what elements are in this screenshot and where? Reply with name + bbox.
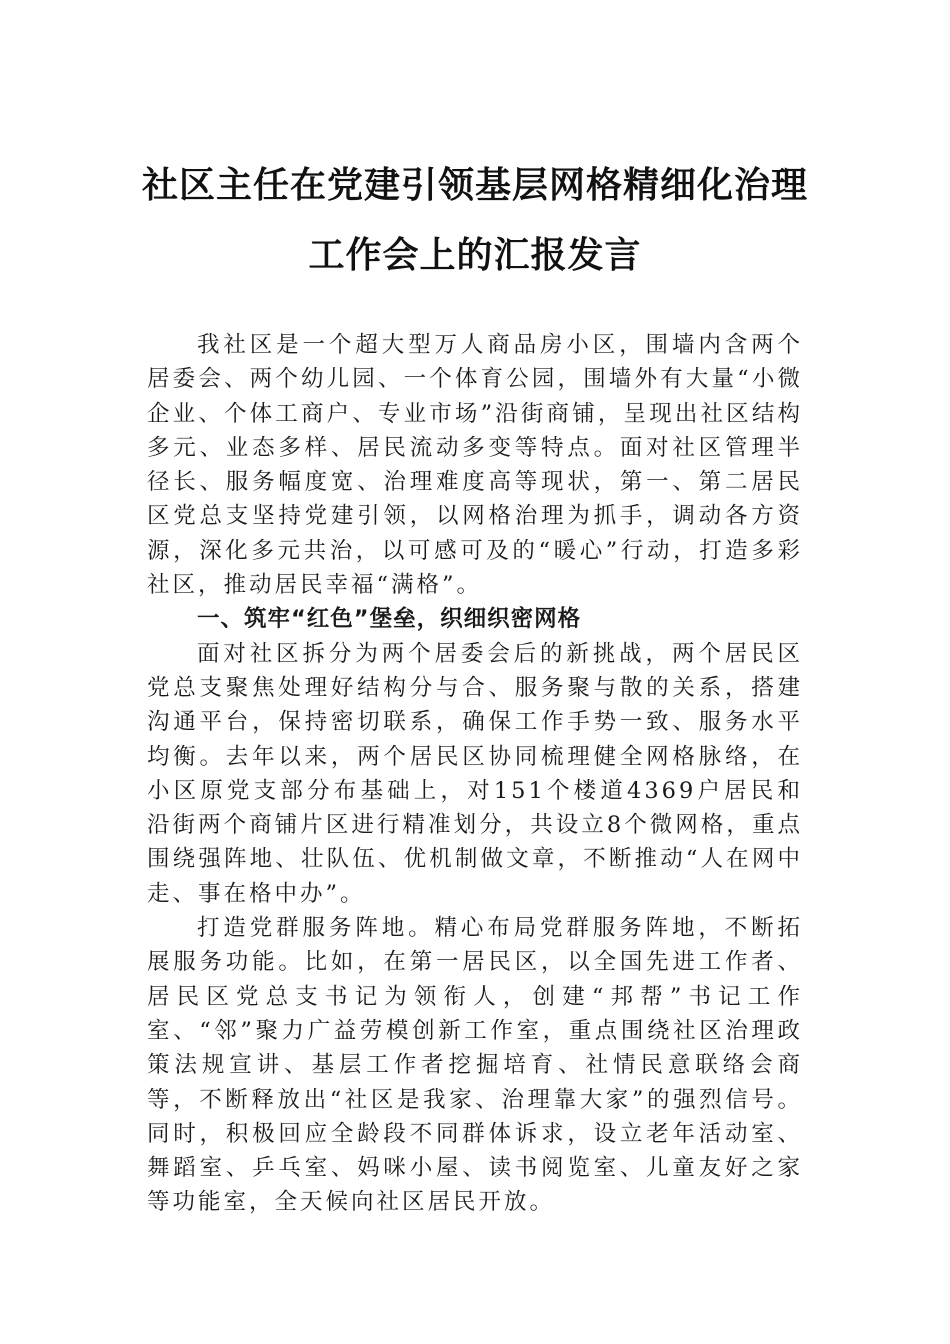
document-body bbox=[147, 328, 803, 1220]
paragraph-grid-structure: 面对社区拆分为两个居委会后的新挑战，两个居民区党总支聚焦处理好结构分与合、服务聚与散的关系，搭建沟通平台，保持密切联系，确保工作手势一致、服务水平均衡。去年以来，两个居民区协同梳理健全网格脉络，在小区原党支部分布基础上，对151个楼道4369户居民和沿街两个商铺片区进行精准划分，共设立8个微网格，重点围绕强阵地、壮队伍、优机制做文章，不断推动“人在网中走、事在格中办”。 bbox=[147, 640, 803, 907]
paragraph-service-position: 打造党群服务阵地。精心布局党群服务阵地，不断拓展服务功能。比如，在第一居民区，以全国先进工作者、居民区党总支书记为领衔人，创建“邦帮”书记工作室、“邻”聚力广益劳模创新工作室，重点围绕社区治理政策法规宣讲、基层工作者挖掘培育、社情民意联络会商等，不断释放出“社区是我家、治理靠大家”的强烈信号。同时，积极回应全龄段不同群体诉求，设立老年活动室、舞蹈室、乒乓室、妈咪小屋、读书阅览室、儿童友好之家等功能室，全天候向社区居民开放。 bbox=[147, 915, 803, 1216]
section-heading-1: 一、筑牢“红色”堡垒，织细织密网格 bbox=[197, 606, 582, 633]
document-title-line-2: 工作会上的汇报发言 bbox=[308, 235, 642, 276]
document-title-line-1: 社区主任在党建引领基层网格精细化治理 bbox=[141, 165, 808, 206]
paragraph-intro: 我社区是一个超大型万人商品房小区，围墙内含两个居委会、两个幼儿园、一个体育公园，围墙外有大量“小微企业、个体工商户、专业市场”沿街商铺，呈现出社区结构多元、业态多样、居民流动多变等特点。面对社区管理半径长、服务幅度宽、治理难度高等现状，第一、第二居民区党总支坚持党建引领，以网格治理为抓手，调动各方资源，深化多元共治，以可感可及的“暖心”行动，打造多彩社区，推动居民幸福“满格”。 bbox=[147, 332, 803, 599]
